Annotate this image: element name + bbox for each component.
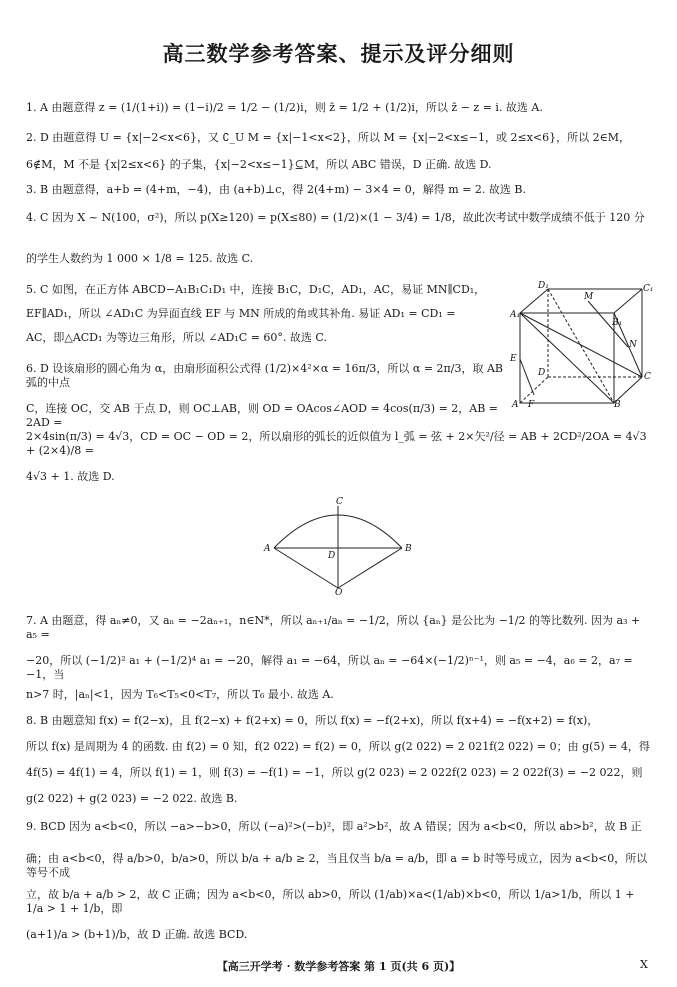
answer-2-line-2: 6∉M，M 不是 {x|2≤x<6} 的子集，{x|−2<x≤−1}⊆M，所以 ABC 错误，D 正确. 故选 D.	[26, 158, 492, 171]
page-footer: 【高三开学考 · 数学参考答案 第 1 页(共 6 页)】	[216, 960, 461, 973]
answer-9-line-4: (a+1)/a > (b+1)/b，故 D 正确. 故选 BCD.	[26, 928, 248, 941]
label-a1: A₁	[510, 310, 521, 320]
answer-7-line-3: n>7 时，|aₙ|<1，因为 T₆<T₅<0<T₇，所以 T₆ 最小. 故选 A.	[26, 688, 334, 701]
answer-7-line-1: 7. A 由题意，得 aₙ≠0，又 aₙ = −2aₙ₊₁，n∈N*，所以 aₙ₊₁/aₙ = −1/2，所以 {aₙ} 是公比为 −1/2 的等比数列. 因为 a₃ + a₅ =	[26, 614, 641, 641]
answer-5-line-2: EF∥AD₁，所以 ∠AD₁C 为异面直线 EF 与 MN 所成的角或其补角. 易证 AD₁ = CD₁ =	[26, 307, 456, 320]
label-d: D	[538, 368, 546, 378]
footer-mark: X	[640, 958, 648, 971]
answer-1: 1. A 由题意得 z = (1/(1+i)) = (1−i)/2 = 1/2 − (1/2)i，则 z̄ = 1/2 + (1/2)i，所以 z̄ − z = i. 故选 A.	[26, 101, 543, 114]
label-b: B	[405, 544, 412, 554]
label-a: A	[512, 400, 519, 409]
sector-figure	[262, 496, 414, 596]
answer-9-line-1: 9. BCD 因为 a<b<0，所以 −a>−b>0，所以 (−a)²>(−b)²，即 a²>b²，故 A 错误；因为 a<b<0，所以 ab>b²，故 B 正	[26, 820, 642, 833]
answer-5-line-1: 5. C 如图，在正方体 ABCD−A₁B₁C₁D₁ 中，连接 B₁C，D₁C，AD₁，AC，易证 MN∥CD₁，	[26, 283, 486, 296]
answer-9-line-3: 立，故 b/a + a/b > 2，故 C 正确；因为 a<b<0，所以 ab>0，所以 (1/ab)×a<(1/ab)×b<0，所以 1/a>1/b，所以 1 + 1/a > 1 + 1/b，即	[26, 888, 635, 915]
answer-8-line-4: g(2 022) + g(2 023) = −2 022. 故选 B.	[26, 792, 238, 805]
answer-2-line-1: 2. D 由题意得 U = {x|−2<x<6}，又 ∁_U M = {x|−1<x<2}，所以 M = {x|−2<x≤−1，或 2≤x<6}，所以 2∈M，	[26, 131, 631, 144]
answer-6-line-4: 4√3 + 1. 故选 D.	[26, 470, 115, 483]
answer-7-line-2: −20，所以 (−1/2)² a₁ + (−1/2)⁴ a₁ = −20，解得 a₁ = −64，所以 aₙ = −64×(−1/2)ⁿ⁻¹，则 a₅ = −4，a₆ = 2，a₇ = −1，当	[26, 654, 633, 681]
label-m: M	[584, 292, 594, 302]
page-title: 高三数学参考答案、提示及评分细则	[162, 42, 515, 66]
cube-edge	[614, 289, 642, 313]
label-c1: C₁	[643, 284, 654, 294]
label-b: B	[614, 400, 621, 409]
label-e: E	[510, 354, 517, 364]
answer-6-line-3: 2×4sin(π/3) = 4√3，CD = OC − OD = 2，所以扇形的弧长的近似值为 l_弧 = 弦 + 2×矢²/径 = AB + 2CD²/2OA = 4√3 + (2×4)/8 =	[26, 430, 647, 457]
label-c: C	[644, 372, 651, 382]
answer-8-line-1: 8. B 由题意知 f(x) = f(2−x)，且 f(2−x) + f(2+x) = 0，所以 f(x) = −f(2+x)，所以 f(x+4) = −f(x+2) = f(x)，	[26, 714, 599, 727]
label-d1: D₁	[538, 281, 549, 291]
answer-5-line-3: AC，即△ACD₁ 为等边三角形，所以 ∠AD₁C = 60°. 故选 C.	[26, 331, 327, 344]
label-o: O	[335, 588, 343, 596]
answer-8-line-3: 4f(5) = 4f(1) = 4，所以 f(1) = 1，则 f(3) = −f(1) = −1，所以 g(2 023) = 2 022f(2 023) = 2 022f(3) = −2 022，则	[26, 766, 643, 779]
segment-ac	[520, 313, 614, 403]
answer-3: 3. B 由题意得，a+b = (4+m，−4)，由 (a+b)⊥c，得 2(4+m) − 3×4 = 0，解得 m = 2. 故选 B.	[26, 183, 527, 196]
answer-6-line-2: C，连接 OC，交 AB 于点 D，则 OC⊥AB，则 OD = OAcos∠AOD = 4cos(π/3) = 2，AB = 2AD =	[26, 402, 499, 429]
radius-ob	[338, 548, 402, 588]
label-b1: B₁	[612, 318, 623, 328]
segment-d1c	[548, 289, 614, 403]
label-n: N	[629, 340, 637, 350]
cube-edge	[520, 289, 548, 313]
label-d: D	[328, 551, 336, 561]
answer-6-line-1: 6. D 设该扇形的圆心角为 α，由扇形面积公式得 (1/2)×4²×α = 16π/3，所以 α = 2π/3，取 AB 弧的中点	[26, 362, 504, 389]
label-f: F	[528, 400, 535, 409]
answer-8-line-2: 所以 f(x) 是周期为 4 的函数. 由 f(2) = 0 知，f(2 022) = f(2) = 0，所以 g(2 022) = 2 021f(2 022) = 0；由 g(5) = 4，得	[26, 740, 650, 753]
cube-figure	[510, 281, 656, 409]
answer-4-line-1: 4. C 因为 X ~ N(100，σ²)，所以 p(X≥120) = p(X≤80) = (1/2)×(1 − 3/4) = 1/8，故此次考试中数学成绩不低于 120 分	[26, 211, 645, 224]
label-a: A	[264, 544, 271, 554]
answer-4-line-2: 的学生人数约为 1 000 × 1/8 = 125. 故选 C.	[26, 252, 254, 265]
label-c: C	[336, 497, 343, 507]
answer-9-line-2: 确；由 a<b<0，得 a/b>0，b/a>0，所以 b/a + a/b ≥ 2，当且仅当 b/a = a/b，即 a = b 时等号成立，因为 a<b<0，所以等号不成	[26, 852, 648, 879]
segment-ef	[520, 359, 534, 395]
